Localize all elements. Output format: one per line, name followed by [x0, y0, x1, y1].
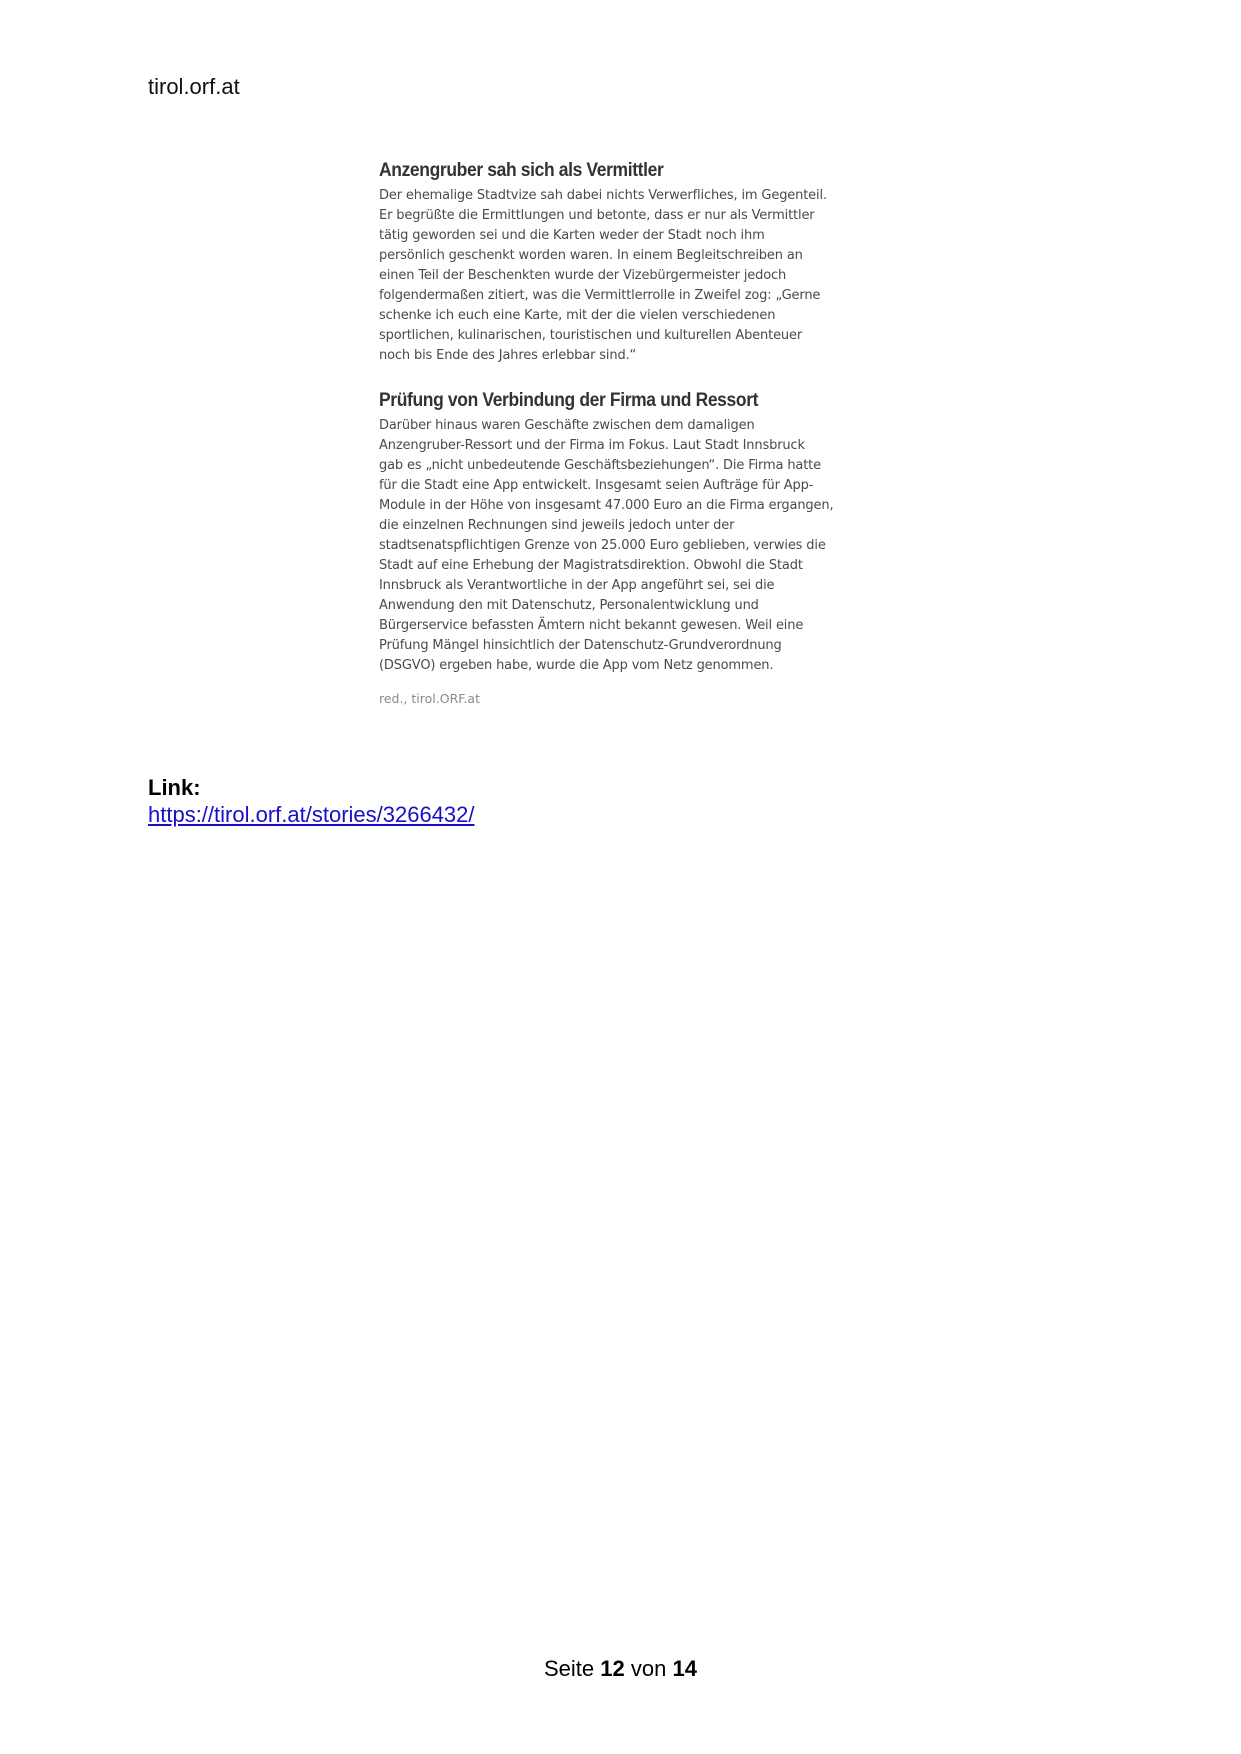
- body-line: für die Stadt eine App entwickelt. Insgesamt seien Aufträge für App-: [379, 478, 814, 493]
- article-credit: red., tirol.ORF.at: [379, 691, 480, 706]
- total-page-number: 14: [672, 1656, 697, 1681]
- section-divider: [379, 366, 865, 388]
- section-heading: Anzengruber sah sich als Vermittler: [379, 160, 664, 181]
- body-line: gab es „nicht unbedeutende Geschäftsbeziehungen“. Die Firma hatte: [379, 458, 821, 473]
- body-line: Stadt auf eine Erhebung der Magistratsdirektion. Obwohl die Stadt: [379, 558, 803, 573]
- body-line: Module in der Höhe von insgesamt 47.000 Euro an die Firma ergangen,: [379, 498, 834, 513]
- article-clipping: [379, 158, 865, 708]
- body-line: persönlich geschenkt worden waren. In einem Begleitschreiben an: [379, 248, 803, 263]
- page-footer: [0, 1656, 1241, 1682]
- body-line: Anzengruber-Ressort und der Firma im Fokus. Laut Stadt Innsbruck: [379, 438, 805, 453]
- link-label: Link:: [148, 775, 201, 800]
- page-label: Seite: [544, 1656, 595, 1681]
- page-of-label: von: [630, 1656, 667, 1681]
- body-line: Der ehemalige Stadtvize sah dabei nichts Verwerfliches, im Gegenteil.: [379, 188, 827, 203]
- body-line: Bürgerservice befassten Ämtern nicht bekannt gewesen. Weil eine: [379, 618, 804, 633]
- source-link[interactable]: https://tirol.orf.at/stories/3266432/: [148, 802, 475, 827]
- source-link-block: [148, 774, 475, 828]
- body-line: noch bis Ende des Jahres erlebbar sind.“: [379, 348, 637, 363]
- document-header-source: tirol.orf.at: [148, 74, 240, 99]
- section-heading: Prüfung von Verbindung der Firma und Ressort: [379, 390, 759, 411]
- body-line: Darüber hinaus waren Geschäfte zwischen dem damaligen: [379, 418, 755, 433]
- body-line: die einzelnen Rechnungen sind jeweils jedoch unter der: [379, 518, 735, 533]
- body-line: schenke ich euch eine Karte, mit der die vielen verschiedenen: [379, 308, 776, 323]
- section-body: [379, 186, 865, 366]
- body-line: stadtsenatspflichtigen Grenze von 25.000 Euro geblieben, verwies die: [379, 538, 826, 553]
- body-line: (DSGVO) ergeben habe, wurde die App vom Netz genommen.: [379, 658, 774, 673]
- body-line: einen Teil der Beschenkten wurde der Vizebürgermeister jedoch: [379, 268, 787, 283]
- body-line: sportlichen, kulinarischen, touristischen und kulturellen Abenteuer: [379, 328, 803, 343]
- body-line: Er begrüßte die Ermittlungen und betonte, dass er nur als Vermittler: [379, 208, 815, 223]
- body-line: Anwendung den mit Datenschutz, Personalentwicklung und: [379, 598, 759, 613]
- body-line: tätig geworden sei und die Karten weder der Stadt noch ihm: [379, 228, 765, 243]
- body-line: Prüfung Mängel hinsichtlich der Datenschutz-Grundverordnung: [379, 638, 782, 653]
- body-line: Innsbruck als Verantwortliche in der App angeführt sei, sei die: [379, 578, 775, 593]
- current-page-number: 12: [600, 1656, 625, 1681]
- body-line: folgendermaßen zitiert, was die Vermittlerrolle in Zweifel zog: „Gerne: [379, 288, 821, 303]
- section-body: [379, 416, 865, 676]
